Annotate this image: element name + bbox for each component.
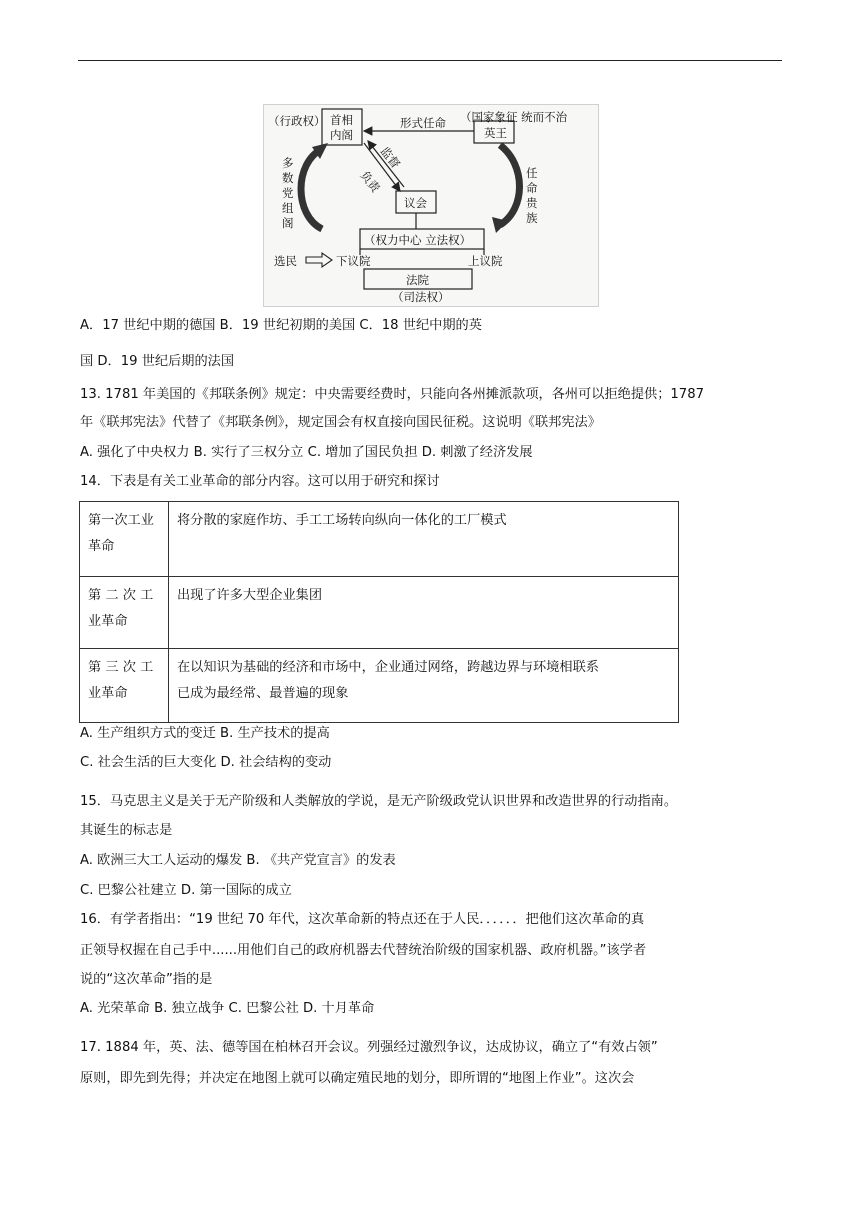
- q16-stem-line2: 正领导权握在自己手中......用他们自己的政府机器去代替统治阶级的国家机器、政府机器。”该学者: [80, 943, 647, 958]
- majority-4: 组: [282, 201, 294, 215]
- king-label: 英王: [484, 126, 507, 140]
- appoint-4: 族: [526, 211, 538, 225]
- q15-options-line1: A. 欧洲三大工人运动的爆发 B. 《共产党宣言》的发表: [80, 853, 396, 868]
- q16-stem-line3: 说的“这次革命”指的是: [80, 972, 213, 987]
- majority-1: 多: [282, 156, 294, 170]
- q13-options: A. 强化了中央权力 B. 实行了三权分立 C. 增加了国民负担 D. 刺激了经济发展: [80, 445, 533, 460]
- q15-options-line2: C. 巴黎公社建立 D. 第一国际的成立: [80, 883, 292, 898]
- row-content: 将分散的家庭作坊、手工工场转向纵向一体化的工厂模式: [169, 502, 679, 577]
- q16-stem-line1: 16．有学者指出：“19 世纪 70 年代，这次革命新的特点还在于人民．．．．．．把他们这次革命的真: [80, 912, 645, 927]
- table-row: [80, 502, 679, 577]
- q14-options-line1: A. 生产组织方式的变迁 B. 生产技术的提高: [80, 726, 330, 741]
- symbol-label: （国家象征 统而不治: [460, 110, 568, 124]
- q13-stem-line1: 13. 1781 年美国的《邦联条例》规定：中央需要经费时，只能向各州摊派款项，各州可以拒绝提供；1787: [80, 387, 704, 402]
- industrial-revolution-table: [79, 501, 679, 723]
- q15-stem-line2: 其诞生的标志是: [80, 823, 173, 838]
- q17-stem-line1: 17. 1884 年，英、法、德等国在柏林召开会议。列强经过激烈争议，达成协议，确立了“有效占领”: [80, 1040, 658, 1055]
- majority-arrow: [301, 149, 322, 229]
- pm-line2: 内阁: [330, 128, 353, 142]
- q14-options-line2: C. 社会生活的巨大变化 D. 社会结构的变动: [80, 755, 332, 770]
- row-header: 第一次工业 革命: [80, 502, 169, 577]
- lower-house-label: 下议院: [336, 254, 371, 268]
- responsible-label: 负责: [357, 168, 383, 195]
- voters-arrow: [306, 253, 332, 267]
- pm-line1: 首相: [330, 113, 353, 127]
- power-center-label: （权力中心 立法权）: [364, 233, 472, 247]
- q17-stem-line2: 原则，即先到先得；并决定在地图上就可以确定殖民地的划分，即所谓的“地图上作业”。这次会: [80, 1071, 635, 1086]
- q16-options: A. 光荣革命 B. 独立战争 C. 巴黎公社 D. 十月革命: [80, 1001, 375, 1016]
- judicial-label: （司法权）: [392, 290, 450, 304]
- exec-label: （行政权）: [268, 114, 326, 128]
- row-header: 第 二 次 工 业革命: [80, 577, 169, 649]
- table-row: [80, 577, 679, 649]
- political-system-diagram: [263, 104, 599, 307]
- majority-5: 阁: [282, 216, 294, 230]
- court-label: 法院: [406, 273, 429, 287]
- q13-stem-line2: 年《联邦宪法》代替了《邦联条例》，规定国会有权直接向国民征税。这说明《联邦宪法》: [80, 415, 601, 430]
- appoint-2: 命: [526, 181, 538, 195]
- diagram-svg: [264, 105, 598, 306]
- q15-stem-line1: 15．马克思主义是关于无产阶级和人类解放的学说，是无产阶级政党认识世界和改造世界的行动指南。: [80, 794, 678, 809]
- supervise-label: 监督: [377, 144, 403, 171]
- row-content: 在以知识为基础的经济和市场中，企业通过网络，跨越边界与环境相联系 已成为最经常、最普遍的现象: [169, 649, 679, 723]
- appoint-1: 任: [526, 166, 538, 180]
- q12-options-line2: 国 D．19 世纪后期的法国: [80, 354, 235, 369]
- formal-appoint-label: 形式任命: [400, 116, 446, 130]
- appoint-3: 贵: [526, 196, 538, 210]
- row-content: 出现了许多大型企业集团: [169, 577, 679, 649]
- voters-label: 选民: [274, 254, 297, 268]
- table-row: [80, 649, 679, 723]
- upper-house-label: 上议院: [468, 254, 503, 268]
- q12-options-line1: A．17 世纪中期的德国 B．19 世纪初期的美国 C．18 世纪中期的英: [80, 318, 482, 333]
- header-rule: [78, 60, 782, 61]
- majority-2: 数: [282, 171, 294, 185]
- q14-stem: 14．下表是有关工业革命的部分内容。这可以用于研究和探讨: [80, 474, 440, 489]
- appoint-arrow: [500, 145, 520, 225]
- majority-3: 党: [282, 186, 294, 200]
- parliament-label: 议会: [404, 196, 427, 210]
- row-header: 第 三 次 工 业革命: [80, 649, 169, 723]
